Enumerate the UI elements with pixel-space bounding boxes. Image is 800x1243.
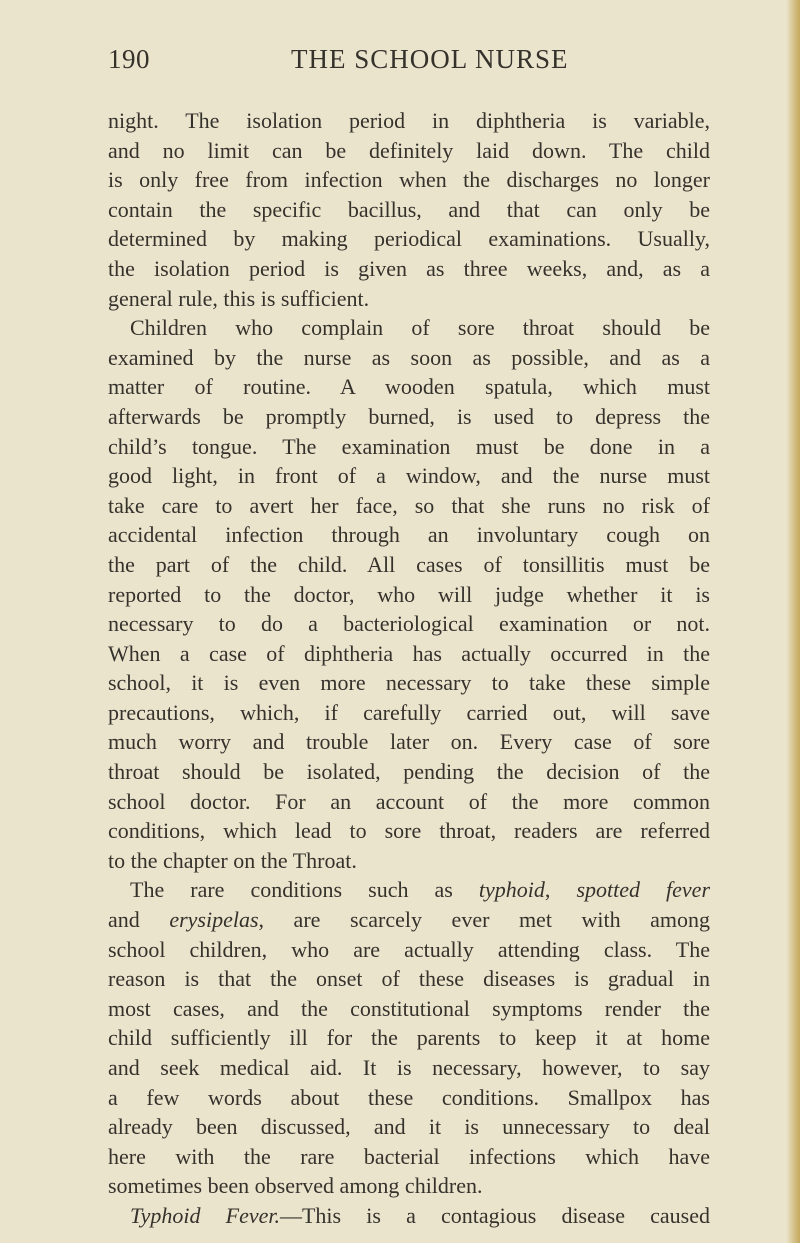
text-line: sometimes been observed among children.	[108, 1173, 483, 1199]
body-text	[108, 106, 710, 1231]
text-line: already been discussed, and it is unnecessary to deal	[108, 1114, 710, 1140]
text-line: is only free from infection when the discharges no longer	[108, 167, 710, 193]
text-line: night. The isolation period in diphtheria is variable,	[108, 108, 710, 133]
text-line: accidental infection through an involuntary cough on	[108, 522, 710, 548]
text-line: and no limit can be definitely laid down. The child	[108, 137, 710, 163]
text-line: and seek medical aid. It is necessary, however, to say	[108, 1055, 710, 1080]
italic-term-erysipelas: erysipelas	[169, 907, 259, 933]
text-line: most cases, and the constitutional symptoms render the	[108, 995, 710, 1021]
text-line: When a case of diphtheria has actually occurred in the	[108, 640, 710, 666]
text-line: necessary to do a bacteriological examination or not.	[108, 611, 710, 637]
text-line: take care to avert her face, so that she runs no risk of	[108, 492, 710, 518]
text-line	[108, 875, 710, 905]
text-fragment: The rare conditions such as	[130, 877, 453, 903]
text-line: a few words about these conditions. Smallpox has	[108, 1084, 710, 1110]
text-line	[108, 1201, 710, 1231]
text-line	[108, 905, 710, 935]
text-line: good light, in front of a window, and the nurse must	[108, 463, 710, 489]
text-line: to the chapter on the Throat.	[108, 847, 357, 873]
text-line: reason is that the onset of these diseases is gradual in	[108, 966, 710, 992]
text-line: throat should be isolated, pending the decision of the	[108, 759, 710, 785]
text-line: school, it is even more necessary to take these simple	[108, 670, 710, 696]
text-line: school children, who are actually attending class. The	[108, 936, 710, 962]
italic-heading-typhoid-fever: Typhoid Fever.	[130, 1202, 280, 1228]
text-fragment: , are scarcely ever met with among	[258, 907, 711, 933]
text-line: child sufficiently ill for the parents to keep it at home	[108, 1025, 710, 1051]
page-header	[108, 44, 710, 84]
text-line: contain the specific bacillus, and that can only be	[108, 196, 710, 222]
text-line: precautions, which, if carefully carried out, will save	[108, 699, 710, 725]
text-line: the isolation period is given as three weeks, and, as a	[108, 255, 710, 281]
text-line: much worry and trouble later on. Every case of sore	[108, 729, 710, 755]
text-line: Children who complain of sore throat should be	[130, 315, 710, 341]
text-line: matter of routine. A wooden spatula, which must	[108, 374, 710, 400]
italic-term-typhoid: typhoid	[478, 877, 545, 903]
text-line: the part of the child. All cases of tonsillitis must be	[108, 551, 710, 577]
text-line: conditions, which lead to sore throat, readers are referred	[108, 818, 710, 844]
text-fragment: ,	[544, 877, 577, 903]
text-line: reported to the doctor, who will judge whether it is	[108, 581, 710, 607]
page-edge	[786, 0, 800, 1243]
text-line: here with the rare bacterial infections which have	[108, 1143, 710, 1169]
text-line: general rule, this is sufficient.	[108, 285, 370, 311]
text-line: school doctor. For an account of the more common	[108, 788, 710, 814]
text-fragment: —This is a contagious disease caused	[279, 1202, 710, 1228]
text-line: determined by making periodical examinations. Usually,	[108, 226, 710, 252]
running-title: THE SCHOOL NURSE	[291, 44, 569, 74]
page-number: 190	[108, 44, 150, 74]
text-line: examined by the nurse as soon as possible, and as a	[108, 344, 710, 370]
text-line: child’s tongue. The examination must be done in a	[108, 433, 710, 459]
italic-term-spotted-fever: spotted fever	[576, 877, 711, 903]
text-fragment: and	[108, 907, 170, 933]
text-line: afterwards be promptly burned, is used to depress the	[108, 403, 710, 429]
